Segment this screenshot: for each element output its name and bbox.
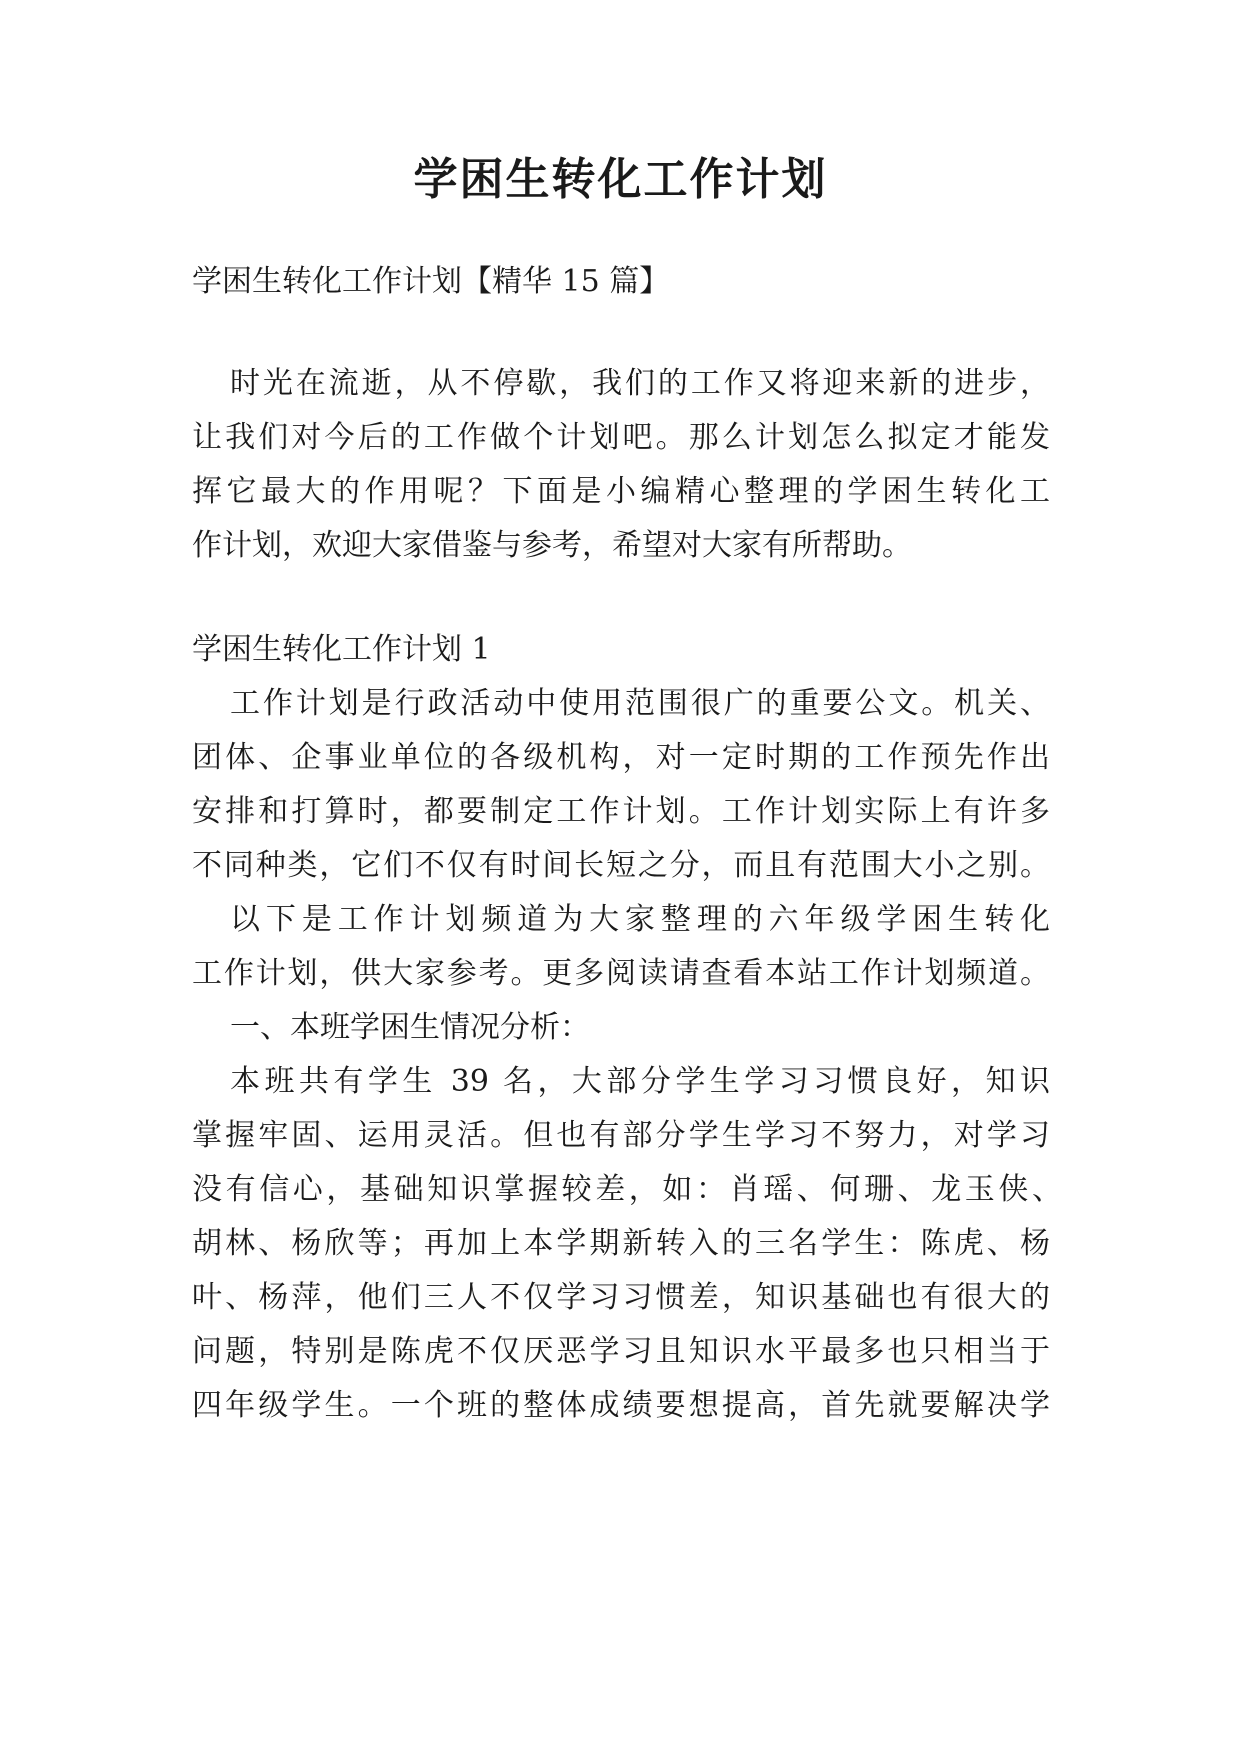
body-line: 没有信心，基础知识掌握较差，如：肖瑶、何珊、龙玉侠、 xyxy=(192,1172,1062,1207)
body-line: 四年级学生。一个班的整体成绩要想提高，首先就要解决学 xyxy=(192,1388,1050,1423)
body-line: 本班共有学生 39 名，大部分学生学习习惯良好，知识 xyxy=(230,1064,1050,1099)
body-line: 掌握牢固、运用灵活。但也有部分学生学习不努力，对学习 xyxy=(192,1118,1050,1153)
intro-line: 时光在流逝，从不停歇，我们的工作又将迎来新的进步， xyxy=(230,366,1050,401)
body-line: 问题，特别是陈虎不仅厌恶学习且知识水平最多也只相当于 xyxy=(192,1334,1050,1369)
body-line: 胡林、杨欣等；再加上本学期新转入的三名学生：陈虎、杨 xyxy=(192,1226,1050,1261)
body-line: 以下是工作计划频道为大家整理的六年级学困生转化 xyxy=(230,902,1050,937)
intro-line: 作计划，欢迎大家借鉴与参考，希望对大家有所帮助。 xyxy=(192,528,912,563)
body-line: 叶、杨萍，他们三人不仅学习习惯差，知识基础也有很大的 xyxy=(192,1280,1050,1315)
body-line: 不同种类，它们不仅有时间长短之分，而且有范围大小之别。 xyxy=(192,848,1050,883)
intro-line: 挥它最大的作用呢？下面是小编精心整理的学困生转化工 xyxy=(192,474,1050,509)
document-subtitle: 学困生转化工作计划【精华 15 篇】 xyxy=(192,264,670,299)
subsection-heading: 一、本班学困生情况分析： xyxy=(230,1010,590,1045)
body-line: 安排和打算时，都要制定工作计划。工作计划实际上有许多 xyxy=(192,794,1050,829)
body-line: 工作计划是行政活动中使用范围很广的重要公文。机关、 xyxy=(230,686,1050,721)
body-line: 工作计划，供大家参考。更多阅读请查看本站工作计划频道。 xyxy=(192,956,1050,991)
document-title: 学困生转化工作计划 xyxy=(413,154,828,205)
section-heading: 学困生转化工作计划 1 xyxy=(192,632,491,667)
body-line: 团体、企事业单位的各级机构，对一定时期的工作预先作出 xyxy=(192,740,1050,775)
intro-line: 让我们对今后的工作做个计划吧。那么计划怎么拟定才能发 xyxy=(192,420,1050,455)
